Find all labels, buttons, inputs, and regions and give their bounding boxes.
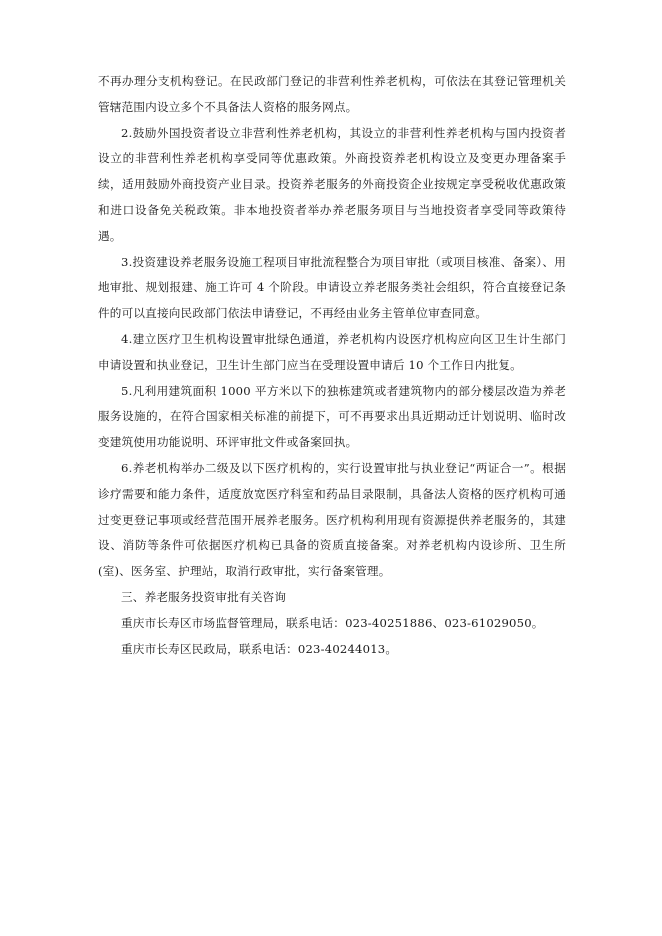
paragraph-item-3: 3.投资建设养老服务设施工程项目审批流程整合为项目审批（或项目核准、备案）、用地审批、规划报建、施工许可 4 个阶段。申请设立养老服务类社会组织，符合直接登记条件的可以直接向民政部门依法申请登记，不再经由业务主管单位审查同意。 <box>98 254 566 321</box>
paragraph-item-4: 4.建立医疗卫生机构设置审批绿色通道，养老机构内设医疗机构应向区卫生计生部门申请设置和执业登记，卫生计生部门应当在受理设置申请后 10 个工作日内批复。 <box>98 331 566 372</box>
paragraph-item-2: 2.鼓励外国投资者设立非营利性养老机构，其设立的非营利性养老机构与国内投资者设立的非营利性养老机构享受同等优惠政策。外商投资养老机构设立及变更办理备案手续，适用鼓励外商投资产业目录。投资养老服务的外商投资企业按规定享受税收优惠政策和进口设备免关税政策。非本地投资者举办养老服务项目与当地投资者享受同等政策待遇。 <box>98 125 566 243</box>
paragraph-continuation: 不再办理分支机构登记。在民政部门登记的非营利性养老机构，可依法在其登记管理机关管辖范围内设立多个不具备法人资格的服务网点。 <box>98 74 566 114</box>
section-heading: 三、养老服务投资审批有关咨询 <box>121 589 287 604</box>
paragraph-item-6: 6.养老机构举办二级及以下医疗机构的，实行设置审批与执业登记“两证合一”。根据诊疗需要和能力条件，适度放宽医疗科室和药品目录限制，具备法人资格的医疗机构可通过变更登记事项或经营范围开展养老服务。医疗机构利用现有资源提供养老服务的，其建设、消防等条件可依据医疗机构已具备的资质直接备案。对养老机构内设诊所、卫生所(室)、医务室、护理站，取消行政审批，实行备案管理。 <box>98 460 566 579</box>
paragraph-item-5: 5.凡利用建筑面积 1000 平方米以下的独栋建筑或者建筑物内的部分楼层改造为养老服务设施的，在符合国家相关标准的前提下，可不再要求出具近期动迁计划说明、临时改变建筑使用功能说明、环评审批文件或备案回执。 <box>98 383 566 450</box>
document-body <box>98 69 566 662</box>
contact-civil-affairs: 重庆市长寿区民政局，联系电话：023-40244013。 <box>121 641 398 656</box>
contact-market-supervision: 重庆市长寿区市场监督管理局，联系电话：023-40251886、023-61029050。 <box>121 615 544 630</box>
